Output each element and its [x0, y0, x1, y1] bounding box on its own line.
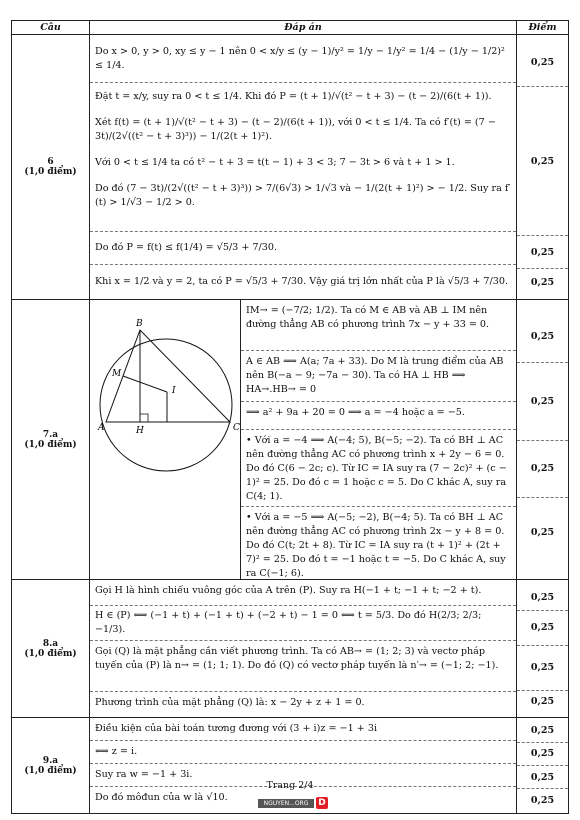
- answer-line: Xét f(t) = (t + 1)/√(t² − t + 3) − (t − 2)/(6(t + 1)), với 0 < t ≤ 1/4. Ta có f′(t) = (7 − 3t)/(2√((t² − t + 3)³)) − 1/(2(t + 1)²).: [95, 116, 496, 142]
- score: 0,25: [517, 690, 568, 713]
- question-label: [12, 35, 90, 300]
- logo-mark-icon: D: [316, 797, 328, 809]
- question-number: 7.a: [42, 429, 59, 440]
- question-label: [12, 580, 90, 718]
- label-i: I: [172, 386, 176, 396]
- score: 0,25: [530, 591, 555, 603]
- score-cell: [517, 718, 569, 814]
- answer-step: Do x > 0, y > 0, xy ≤ y − 1 nên 0 < x/y ≤ (y − 1)/y² = 1/y − 1/y² = 1/4 − (1/y − 1/2)² ≤ 1/4.: [95, 45, 505, 71]
- question-number: 9.a: [42, 755, 59, 766]
- label-a: A: [98, 423, 105, 433]
- score: 0,25: [530, 725, 555, 737]
- label-b: B: [136, 319, 143, 329]
- question-7a-row: [12, 300, 569, 580]
- score-cell: [517, 580, 569, 718]
- answer-cell: [90, 580, 517, 718]
- score-cell: [517, 35, 569, 300]
- score: 0,25: [517, 497, 568, 568]
- geometry-figure: [90, 300, 240, 579]
- answer-step: • Với a = −4 ⟹ A(−4; 5), B(−5; −2). Ta có BH ⊥ AC nên đường thẳng AC có phương trình x + 2y − 6 = 0. Do đó C(6 − 2c; c). Từ IC = IA suy ra (7 − 2c)² + (c − 1)² = 25. Do đó c = 1 hoặc c = 5. Do C khác A, suy ra C(4; 1).: [241, 429, 516, 506]
- score: 0,25: [517, 268, 568, 295]
- page-number: Trang 2/4: [266, 780, 314, 791]
- logo-text: NGUYEN...ORG: [258, 799, 314, 808]
- question-6-row: [12, 35, 569, 300]
- answer-step: H ∈ (P) ⟺ (−1 + t) + (−1 + t) + (−2 + t) − 1 = 0 ⟺ t = 5/3. Do đó H(2/3; 2/3; −1/3).: [90, 605, 516, 640]
- answer-step: ⟺ z = i.: [90, 740, 516, 763]
- table-header: [12, 21, 569, 35]
- label-m: M: [112, 369, 122, 379]
- answer-cell: [90, 35, 517, 300]
- label-c: C: [233, 423, 240, 433]
- score: 0,25: [517, 235, 568, 268]
- circle-triangle-diagram: [90, 300, 240, 550]
- answer-step: • Với a = −5 ⟹ A(−5; −2), B(−4; 5). Ta có BH ⊥ AC nên đường thẳng AC có phương trình 2x − y + 8 = 0. Do đó C(t; 2t + 8). Từ IC = IA suy ra (t + 1)² + (2t + 7)² = 25. Do đó t = −1 hoặc t = −5. Do C khác A, suy ra C(−1; 6).: [241, 506, 516, 579]
- score: 0,25: [517, 788, 568, 811]
- question-label: [12, 300, 90, 580]
- score: 0,25: [530, 331, 555, 342]
- score: 0,25: [517, 765, 568, 788]
- answer-line: Với 0 < t ≤ 1/4 ta có t² − t + 3 = t(t − 1) + 3 < 3; 7 − 3t > 6 và t + 1 > 1.: [95, 156, 455, 168]
- score-cell: [517, 300, 569, 580]
- answer-step: Gọi H là hình chiếu vuông góc của A trên (P). Suy ra H(−1 + t; −1 + t; −2 + t).: [95, 585, 482, 596]
- score: 0,25: [517, 645, 568, 690]
- score: 0,25: [517, 86, 568, 235]
- question-points: (1,0 điểm): [24, 648, 77, 659]
- answer-line: Đặt t = x/y, suy ra 0 < t ≤ 1/4. Khi đó P = (t + 1)/√(t² − t + 3) − (t − 2)/(6(t + 1)).: [95, 91, 492, 102]
- answer-step: ⟹ a² + 9a + 20 = 0 ⟹ a = −4 hoặc a = −5.: [241, 401, 516, 429]
- answer-table: [11, 20, 569, 814]
- header-score: Điểm: [517, 21, 569, 35]
- answer-step: Điều kiện của bài toán tương đương với (3 + i)z = −1 + 3i: [95, 723, 378, 734]
- header-answer: Đáp án: [90, 21, 517, 35]
- question-number: 6: [47, 157, 54, 167]
- answer-step: IM→ = (−7/2; 1/2). Ta có M ∈ AB và AB ⊥ IM nên đường thẳng AB có phương trình 7x − y + 33 = 0.: [246, 305, 490, 330]
- answer-step: Phương trình của mặt phẳng (Q) là: x − 2y + z + 1 = 0.: [90, 691, 516, 717]
- score: 0,25: [517, 742, 568, 765]
- answer-step: Gọi (Q) là mặt phẳng cần viết phương trình. Ta có AB→ = (1; 2; 3) và vectơ pháp tuyến của (P) là n→ = (1; 1; 1). Do đó (Q) có vectơ pháp tuyến là n′→ = (−1; 2; −1).: [90, 640, 516, 691]
- label-h: H: [136, 426, 144, 436]
- question-8a-row: [12, 580, 569, 718]
- question-number: 8.a: [42, 638, 59, 649]
- score: 0,25: [517, 610, 568, 645]
- score: 0,25: [530, 57, 555, 68]
- header-question: Câu: [12, 21, 90, 35]
- question-label: [12, 718, 90, 814]
- score: 0,25: [517, 440, 568, 497]
- score: 0,25: [517, 362, 568, 440]
- question-points: (1,0 điểm): [24, 765, 77, 776]
- answer-sheet: [11, 20, 568, 814]
- answer-step: A ∈ AB ⟹ A(a; 7a + 33). Do M là trung điểm của AB nên B(−a − 9; −7a − 30). Ta có HA ⊥ HB ⟹ HA→.HB→ = 0: [241, 350, 516, 401]
- answer-line: Do đó (7 − 3t)/(2√((t² − t + 3)³)) > 7/(6√3) > 1/√3 và − 1/(2(t + 1)²) > − 1/2. Suy ra f′(t) > 1/√3 − 1/2 > 0.: [95, 182, 511, 208]
- question-points: (1,0 điểm): [24, 167, 77, 177]
- answer-step: [90, 82, 516, 231]
- answer-step: Do đó môđun của w là √10.: [90, 786, 516, 813]
- answer-step: Suy ra w = −1 + 3i.: [90, 763, 516, 786]
- site-logo: [258, 797, 328, 811]
- answer-cell: [90, 300, 517, 580]
- answer-step: Khi x = 1/2 và y = 2, ta có P = √5/3 + 7/30. Vậy giá trị lớn nhất của P là √5/3 + 7/30.: [90, 264, 516, 299]
- question-points: (1,0 điểm): [24, 439, 77, 450]
- answer-step: Do đó P = f(t) ≤ f(1/4) = √5/3 + 7/30.: [90, 231, 516, 264]
